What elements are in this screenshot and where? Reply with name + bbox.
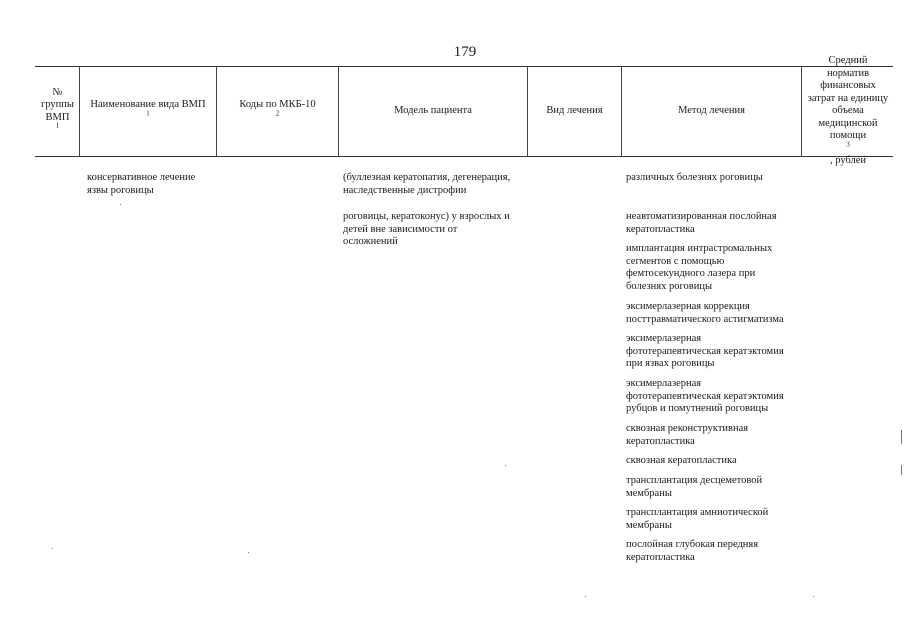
footnote-mark: 2 <box>275 109 280 117</box>
text-line: эксимерлазерная <box>626 378 702 389</box>
text-line: сквозная реконструктивная <box>626 423 749 434</box>
scan-speck <box>813 596 814 597</box>
text-line: фемтосекундного лазера при <box>626 268 756 279</box>
method-item <box>626 378 806 416</box>
header-line: затрат на единицу <box>807 92 889 104</box>
header-cost-norm <box>802 55 894 167</box>
text-line: сегментов с помощью <box>626 255 725 267</box>
text-line: различных болезнях роговицы <box>626 172 763 183</box>
text-line: наследственные дистрофии <box>343 184 467 196</box>
method-item <box>626 243 806 293</box>
header-line: ВМП $^1$ <box>45 111 70 130</box>
header-line: медицинской <box>818 117 878 129</box>
method-item <box>626 211 806 236</box>
patient-model-cell <box>343 172 528 197</box>
header-line: Средний <box>828 55 868 67</box>
header-line: № <box>52 86 63 98</box>
text-line: консервативное лечение <box>87 172 196 183</box>
text-line: сквозная кератопластика <box>626 455 737 466</box>
method-item <box>626 455 806 468</box>
scan-speck <box>248 552 249 553</box>
footnote-mark: 1 <box>55 121 60 130</box>
method-item <box>626 475 806 500</box>
header-line: группы <box>41 99 74 110</box>
method-item <box>626 333 806 371</box>
text-line: фототерапевтическая кератэктомия <box>626 390 784 402</box>
text-line: кератопластика <box>626 551 695 563</box>
text-line: эксимерлазерная коррекция <box>626 301 750 312</box>
footnote-mark: 1 <box>146 109 150 117</box>
text-line: мембраны <box>626 519 672 531</box>
scan-speck <box>901 430 902 444</box>
vmp-name-cell <box>87 172 217 197</box>
header-icd-codes: Коды по МКБ-10 $^2$ <box>239 99 316 117</box>
text-line: язвы роговицы <box>87 184 154 196</box>
header-treatment-method: Метод лечения <box>678 105 745 117</box>
text-line: эксимерлазерная <box>626 333 702 344</box>
header-group-number <box>36 67 79 156</box>
text-line: трансплантация десцеметовой <box>626 475 763 486</box>
scan-speck <box>585 596 586 597</box>
text-line: роговицы, кератоконус) у взрослых и <box>343 211 510 222</box>
text-line: кератопластика <box>626 435 695 447</box>
text-line: кератопластика <box>626 223 695 235</box>
footnote-mark: 3 <box>846 140 850 149</box>
scan-speck <box>901 465 902 475</box>
table-header-bottom-rule <box>35 156 893 157</box>
text-line: имплантация интрастромальных <box>626 243 773 254</box>
method-item <box>626 301 806 326</box>
method-item <box>626 507 806 532</box>
text-line: послойная глубокая передняя <box>626 539 759 550</box>
text-line: при язвах роговицы <box>626 358 715 369</box>
header-vmp-name: Наименование вида ВМП $^1$ <box>90 99 206 117</box>
text-line: (буллезная кератопатия, дегенерация, <box>343 172 511 183</box>
scan-speck <box>505 465 506 466</box>
header-patient-model: Модель пациента <box>394 105 472 117</box>
header-line: объема <box>832 105 864 117</box>
header-line: норматив <box>826 67 870 79</box>
method-item <box>626 539 806 564</box>
method-item <box>626 423 806 448</box>
patient-model-cell <box>343 211 528 249</box>
header-line: финансовых <box>820 80 876 92</box>
header-treatment-type: Вид лечения <box>546 105 603 117</box>
text-line: рубцов и помутнений роговицы <box>626 403 769 414</box>
text-line: болезнях роговицы <box>626 280 712 292</box>
header-line: помощи $^3$ , рублей <box>829 130 867 167</box>
page-number: 179 <box>453 44 477 60</box>
method-item <box>626 172 806 185</box>
text-line: осложнений <box>343 236 398 247</box>
text-line: детей вне зависимости от <box>343 223 458 235</box>
scan-speck <box>52 548 53 549</box>
text-line: трансплантация амниотической <box>626 507 769 518</box>
text-line: мембраны <box>626 487 672 499</box>
scan-speck <box>120 204 121 205</box>
text-line: фототерапевтическая кератэктомия <box>626 345 784 357</box>
text-line: неавтоматизированная послойная <box>626 211 777 222</box>
text-line: посттравматического астигматизма <box>626 313 784 325</box>
